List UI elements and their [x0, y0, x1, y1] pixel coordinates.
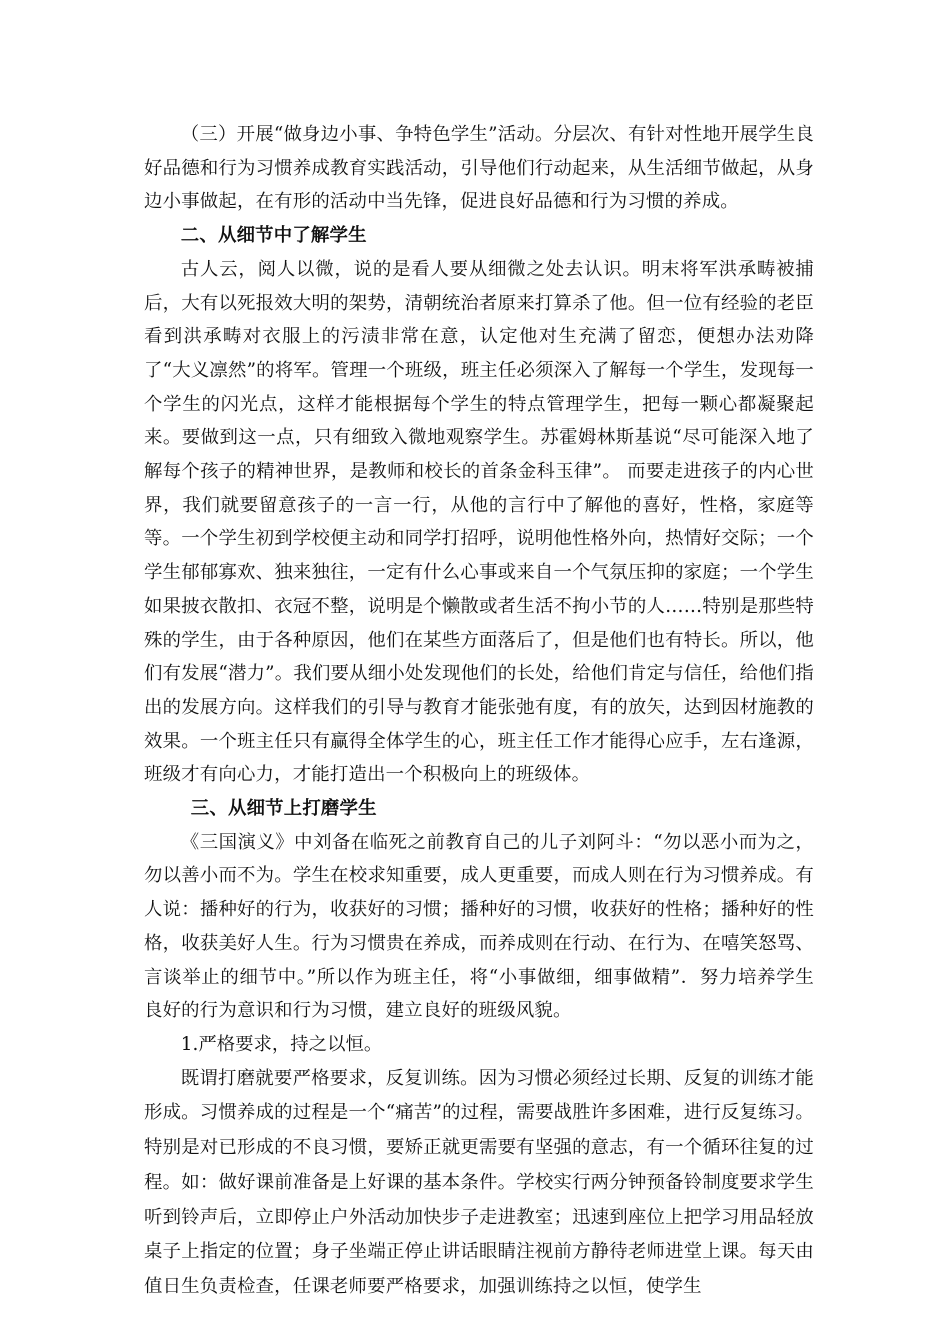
paragraph-activity: （三）开展“做身边小事、争特色学生”活动。分层次、有针对性地开展学生良好品德和行为习惯养成教育实践活动，引导他们行动起来，从生活细节做起，从身边小事做起，在有形的活动中当先锋，促进良好品德和行为习惯的养成。 [144, 124, 814, 213]
document-body [144, 118, 814, 1305]
list-item-1: 1.严格要求，持之以恒。 [180, 1033, 383, 1055]
heading-section-2: 二、从细节中了解学生 [180, 225, 367, 247]
paragraph-strict-requirements: 既谓打磨就要严格要求，反复训练。因为习惯必须经过长期、反复的训练才能形成。习惯养成的过程是一个“痛苦”的过程，需要战胜许多困难，进行反复练习。特别是对已形成的不良习惯，要矫正就更需要有坚强的意志，有一个循环往复的过程。如：做好课前准备是上好课的基本条件。学校实行两分钟预备铃制度要求学生听到铃声后，立即停止户外活动加快步子走进教室；迅速到座位上把学习用品轻放桌子上指定的位置；身子坐端正停止讲话眼睛注视前方静待老师进堂上课。每天由值日生负责检查，任课老师要严格要求，加强训练持之以恒，使学生 [144, 1067, 814, 1297]
paragraph-polish-students: 《三国演义》中刘备在临死之前教育自己的儿子刘阿斗：“勿以恶小而为之，勿以善小而不为。学生在校求知重要，成人更重要，而成人则在行为习惯养成。有人说：播种好的行为，收获好的习惯；播种好的习惯，收获好的性格；播种好的性格，收获美好人生。行为习惯贵在养成，而养成则在行动、在行为、在嘻笑怒骂、言谈举止的细节中。”所以作为班主任，将“小事做细，细事做精”．努力培养学生良好的行为意识和行为习惯，建立良好的班级风貌。 [144, 831, 814, 1022]
paragraph-understand-students: 古人云，阅人以微，说的是看人要从细微之处去认识。明末将军洪承畴被捕后，大有以死报效大明的架势，清朝统治者原来打算杀了他。但一位有经验的老臣看到洪承畴对衣服上的污渍非常在意，认定他对生充满了留恋，便想办法劝降了“大义凛然”的将军。管理一个班级，班主任必须深入了解每一个学生，发现每一个学生的闪光点，这样才能根据每个学生的特点管理学生，把每一颗心都凝聚起来。要做到这一点，只有细致入微地观察学生。苏霍姆林斯基说“尽可能深入地了解每个孩子的精神世界，是教师和校长的首条金科玉律”。 而要走进孩子的内心世界，我们就要留意孩子的一言一行，从他的言行中了解他的喜好，性格，家庭等等。一个学生初到学校便主动和同学打招呼，说明他性格外向，热情好交际；一个学生郁郁寡欢、独来独往，一定有什么心事或来自一个气氛压抑的家庭；一个学生如果披衣散扣、衣冠不整，说明是个懒散或者生活不拘小节的人……特别是那些特殊的学生，由于各种原因，他们在某些方面落后了，但是他们也有特长。所以，他们有发展“潜力”。我们要从细小处发现他们的长处，给他们肯定与信任，给他们指出的发展方向。这样我们的引导与教育才能张弛有度，有的放矢，达到因材施教的效果。一个班主任只有赢得全体学生的心，班主任工作才能得心应手，左右逢源，班级才有向心力，才能打造出一个积极向上的班级体。 [144, 258, 814, 786]
heading-section-3: 三、从细节上打磨学生 [190, 798, 377, 820]
